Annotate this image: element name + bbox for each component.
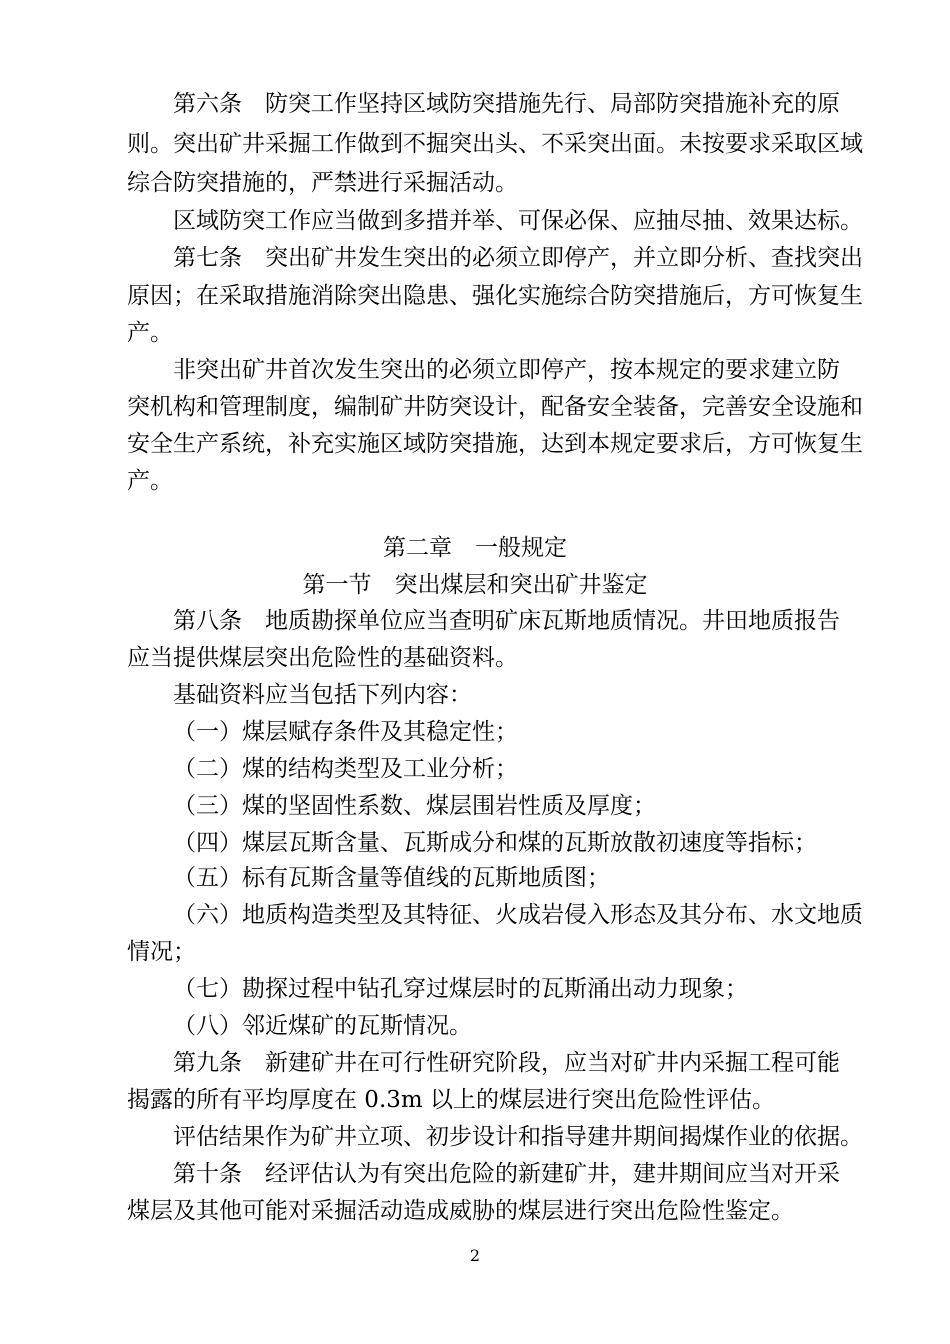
article-7-line-1: 第七条 突出矿井发生突出的必须立即停产，并立即分析、查找突出 [173, 245, 863, 271]
article-6-paragraph-2: 区域防突工作应当做到多措并举、可保必保、应抽尽抽、效果达标。 [173, 208, 863, 234]
chapter-heading: 第二章 一般规定 [383, 535, 567, 561]
article-10-line-2: 煤层及其他可能对采掘活动造成威胁的煤层进行突出危险性鉴定。 [127, 1198, 794, 1224]
article-8-line-2: 应当提供煤层突出危险性的基础资料。 [127, 645, 518, 671]
article-6-line-2: 则。突出矿井采掘工作做到不掘突出头、不采突出面。未按要求采取区域 [127, 131, 863, 157]
list-item-5: （五）标有瓦斯含量等值线的瓦斯地质图； [173, 865, 610, 891]
article-7-paragraph-2-line-4: 产。 [127, 468, 173, 494]
list-item-8: （八）邻近煤矿的瓦斯情况。 [173, 1013, 472, 1039]
list-item-6-line-2: 情况； [127, 939, 196, 965]
article-8-list-intro: 基础资料应当包括下列内容： [173, 682, 472, 708]
article-6-line-3: 综合防突措施的，严禁进行采掘活动。 [127, 170, 518, 196]
list-item-1: （一）煤层赋存条件及其稳定性； [173, 719, 518, 745]
article-7-paragraph-2-line-2: 突机构和管理制度，编制矿井防突设计，配备安全装备，完善安全设施和 [127, 394, 863, 420]
article-9-line-1: 第九条 新建矿井在可行性研究阶段，应当对矿井内采掘工程可能 [173, 1050, 840, 1076]
article-7-paragraph-2-line-3: 安全生产系统，补充实施区域防突措施，达到本规定要求后，方可恢复生 [127, 431, 863, 457]
list-item-2: （二）煤的结构类型及工业分析； [173, 756, 518, 782]
article-7-line-2: 原因；在采取措施消除突出隐患、强化实施综合防突措施后，方可恢复生 [127, 283, 863, 309]
list-item-7: （七）勘探过程中钻孔穿过煤层时的瓦斯涌出动力现象； [173, 976, 748, 1002]
page-number: 2 [469, 1246, 481, 1265]
list-item-6-line-1: （六）地质构造类型及其特征、火成岩侵入形态及其分布、水文地质 [173, 902, 863, 928]
article-6-line-1: 第六条 防突工作坚持区域防突措施先行、局部防突措施补充的原 [173, 91, 840, 117]
article-8-line-1: 第八条 地质勘探单位应当查明矿床瓦斯地质情况。井田地质报告 [173, 608, 840, 634]
article-10-line-1: 第十条 经评估认为有突出危险的新建矿井，建井期间应当对开采 [173, 1161, 840, 1187]
article-9-paragraph-2: 评估结果作为矿井立项、初步设计和指导建井期间揭煤作业的依据。 [173, 1124, 863, 1150]
article-7-line-3: 产。 [127, 320, 173, 346]
list-item-3: （三）煤的坚固性系数、煤层围岩性质及厚度； [173, 793, 656, 819]
list-item-4: （四）煤层瓦斯含量、瓦斯成分和煤的瓦斯放散初速度等指标； [173, 830, 817, 856]
article-9-line-2: 揭露的所有平均厚度在 0.3m 以上的煤层进行突出危险性评估。 [127, 1087, 776, 1113]
section-heading: 第一节 突出煤层和突出矿井鉴定 [302, 572, 648, 598]
article-7-paragraph-2-line-1: 非突出矿井首次发生突出的必须立即停产，按本规定的要求建立防 [173, 357, 840, 383]
